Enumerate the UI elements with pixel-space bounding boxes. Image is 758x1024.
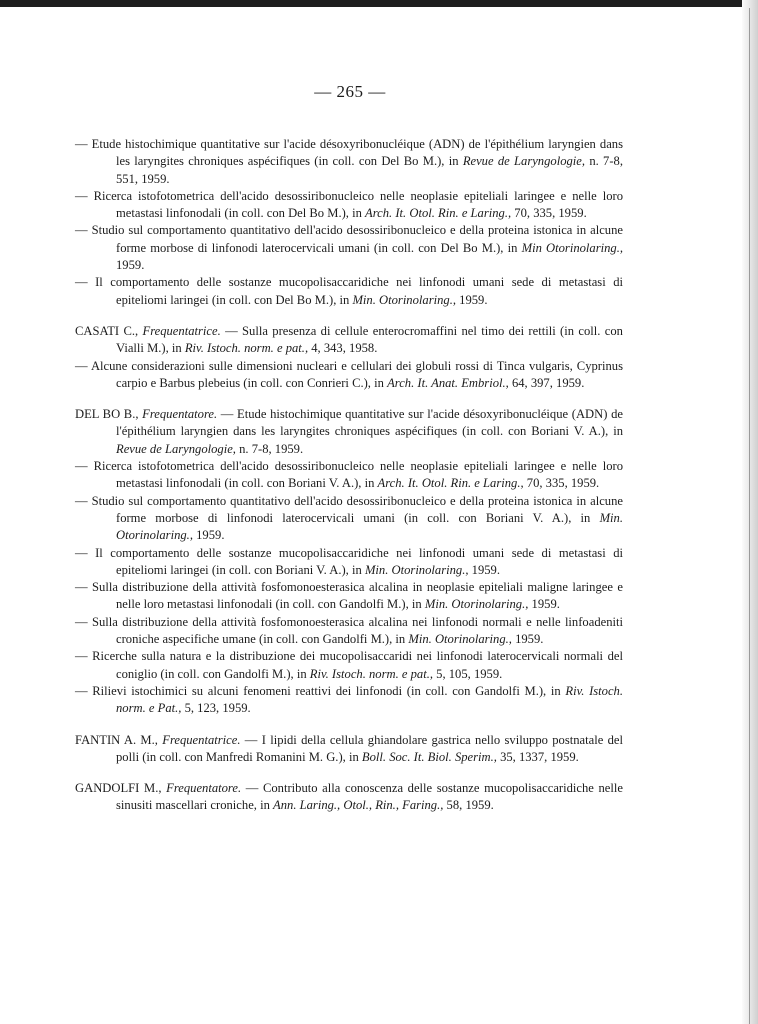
author-name: FANTIN A. M.,	[75, 732, 158, 747]
bib-entry: — Il comportamento delle sostanze mucopolisaccaridiche nei linfonodi umani sede di metastasi di epiteliomi laringei (in coll. con Boriani V. A.), in Min. Otorinolaring., 1959.	[75, 545, 623, 577]
block-del-bo	[75, 406, 623, 717]
author-name: GANDOLFI M.,	[75, 781, 162, 796]
bib-entry: GANDOLFI M., Frequentatore. — Contributo alla conoscenza delle sostanze mucopolisaccaridiche nelle sinusiti mascellari croniche, in Ann. Laring., Otol., Rin., Faring., 58, 1959.	[75, 781, 623, 813]
author-role: Frequentatrice.	[142, 323, 221, 338]
bib-entry: FANTIN A. M., Frequentatrice. — I lipidi della cellula ghiandolare gastrica nello sviluppo postnatale del polli (in coll. con Manfredi Romanini M. G.), in Boll. Soc. It. Biol. Sperim., 35, 1337, 1959.	[75, 732, 623, 764]
bib-entry: — Sulla distribuzione della attività fosfomonoesterasica alcalina in neoplasie epiteliali maligne laringee e nelle loro metastasi linfonodali (in coll. con Gandolfi M.), in Min. Otorinolaring., 1959.	[75, 580, 623, 612]
bib-entry: DEL BO B., Frequentatore. — Etude histochimique quantitative sur l'acide désoxyribonucléique (ADN) de l'épithélium laryngien dans les laryngites chroniques aspécifiques (in coll. con Boriani V. A.), in Revue de Laryngologie, n. 7-8, 1959.	[75, 407, 623, 456]
scan-right-edge	[742, 0, 758, 1024]
bibliography	[75, 136, 623, 829]
bib-entry: — Ricerca istofotometrica dell'acido desossiribonucleico nelle neoplasie epiteliali laringee e nelle loro metastasi linfonodali (in coll. con Del Bo M.), in Arch. It. Otol. Rin. e Laring., 70, 335, 1959.	[75, 188, 623, 221]
author-role: Frequentatrice.	[162, 732, 241, 747]
author-role: Frequentatore.	[142, 407, 218, 422]
page-number: — 265 —	[314, 82, 386, 101]
author-name: CASATI C.,	[75, 323, 139, 338]
bib-entry: — Il comportamento delle sostanze mucopolisaccaridiche nei linfonodi umani sede di metastasi di epiteliomi laringei (in coll. con Del Bo M.), in Min. Otorinolaring., 1959.	[75, 275, 623, 307]
block-gandolfi	[75, 780, 623, 815]
bib-entry: CASATI C., Frequentatrice. — Sulla presenza di cellule enterocromaffini nel timo dei rettili (in coll. con Vialli M.), in Riv. Istoch. norm. e pat., 4, 343, 1958.	[75, 323, 623, 356]
bib-entry: — Studio sul comportamento quantitativo dell'acido desossiribonucleico e della proteina istonica in alcune forme morbose di linfonodi laterocervicali umani (in coll. con Boriani V. A.), in Min. Otorinolaring., 1959.	[75, 493, 623, 543]
bib-entry: — Ricerche sulla natura e la distribuzione dei mucopolisaccaridi nei linfonodi laterocervicali normali del coniglio (in coll. con Gandolfi M.), in Riv. Istoch. norm. e pat., 5, 105, 1959.	[75, 649, 623, 681]
bib-entry: — Etude histochimique quantitative sur l'acide désoxyribonucléique (ADN) de l'épithélium laryngien dans les laryngites chroniques aspécifiques (in coll. con Del Bo M.), in Revue de Laryngologie, n. 7-8, 551, 1959.	[75, 137, 623, 186]
block-continued	[75, 136, 623, 309]
bib-entry: — Ricerca istofotometrica dell'acido desossiribonucleico nelle neoplasie epiteliali laringee e nelle loro metastasi linfonodali (in coll. con Boriani V. A.), in Arch. It. Otol. Rin. e Laring., 70, 335, 1959.	[75, 459, 623, 491]
bib-entry: — Rilievi istochimici su alcuni fenomeni reattivi dei linfonodi (in coll. con Gandolfi M.), in Riv. Istoch. norm. e Pat., 5, 123, 1959.	[75, 683, 623, 716]
scan-top-edge	[0, 0, 748, 7]
bib-entry: — Studio sul comportamento quantitativo dell'acido desossiribonucleico e della proteina istonica in alcune forme morbose di linfonodi laterocervicali umani (in coll. con Del Bo M.), in Min Otorinolaring., 1959.	[75, 223, 624, 273]
scan-fold-line	[749, 8, 750, 1024]
bib-entry: — Sulla distribuzione della attività fosfomonoesterasica alcalina nei linfonodi normali e nelle linfoadeniti croniche aspecifiche umane (in coll. con Gandolfi M.), in Min. Otorinolaring., 1959.	[75, 614, 623, 647]
block-fantin	[75, 732, 623, 767]
author-name: DEL BO B.,	[75, 407, 139, 422]
block-casati	[75, 323, 623, 392]
author-role: Frequentatore.	[166, 781, 242, 796]
bib-entry: — Alcune considerazioni sulle dimensioni nucleari e cellulari dei globuli rossi di Tinca vulgaris, Cyprinus carpio e Barbus plebeius (in coll. con Conrieri C.), in Arch. It. Anat. Embriol., 64, 397, 1959.	[75, 358, 623, 390]
